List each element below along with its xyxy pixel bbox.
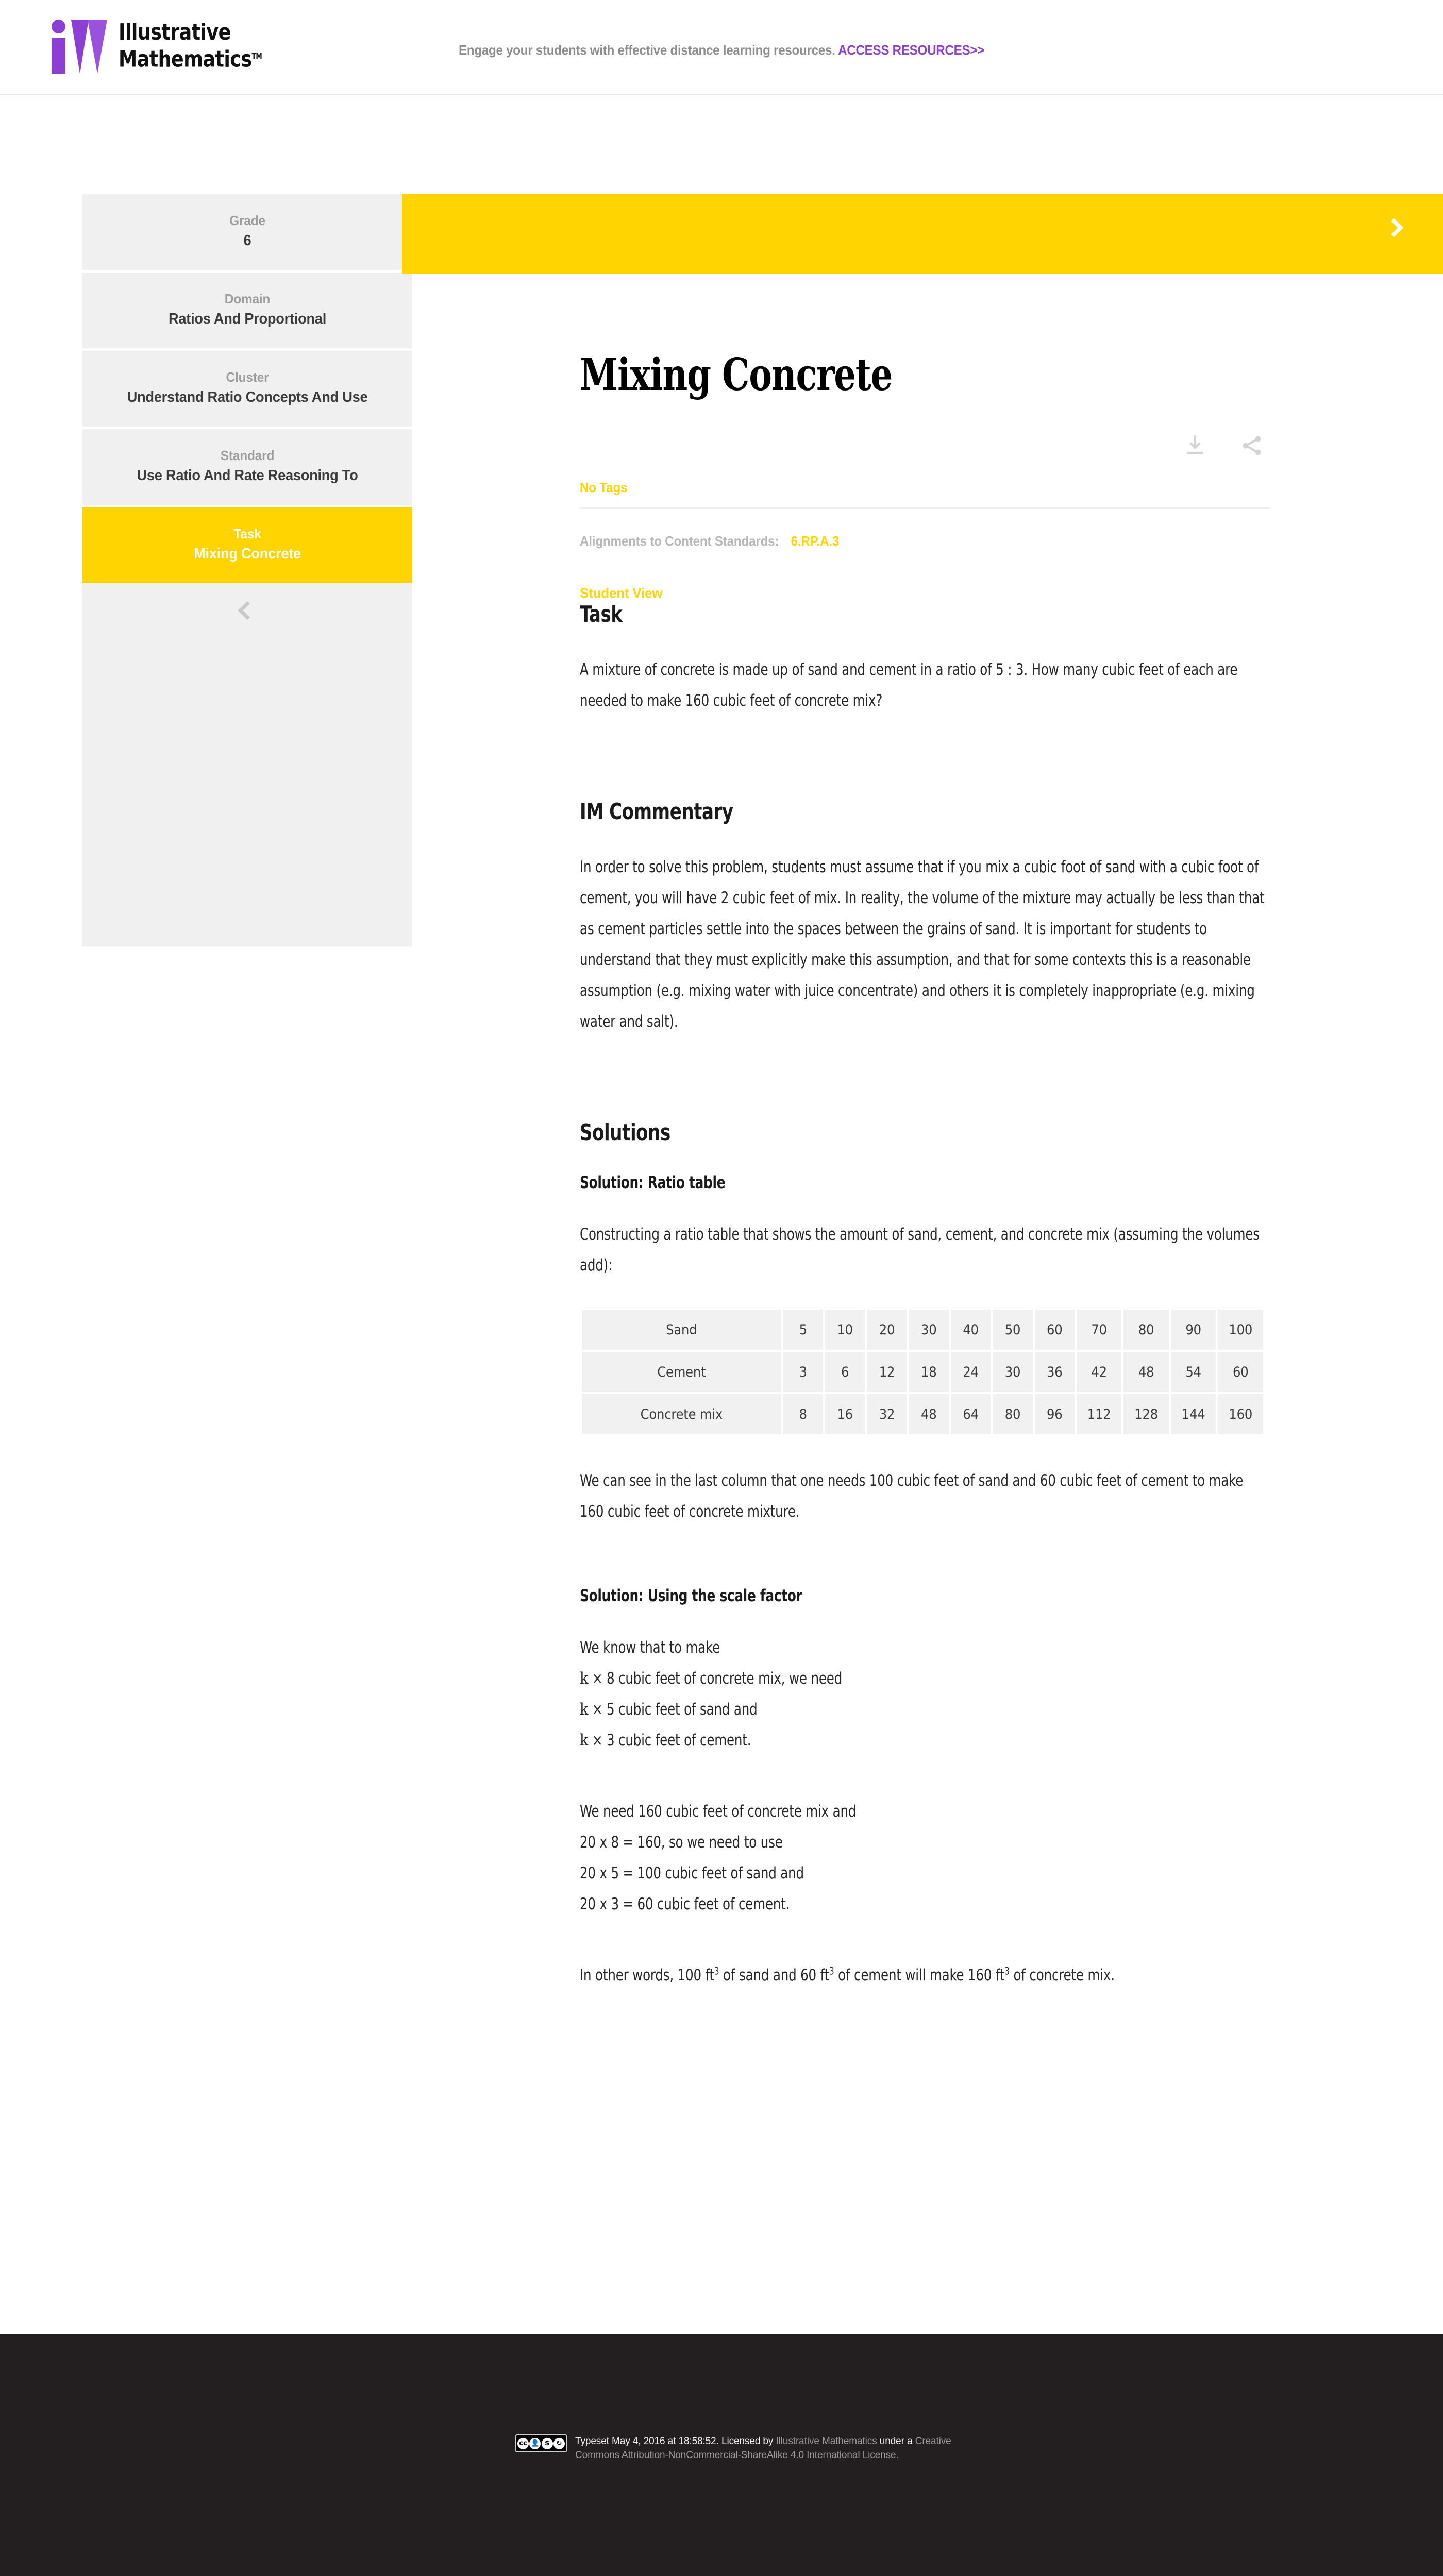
final-part-a: In other words, 100 ft	[580, 1966, 714, 1985]
solution-2-line-2	[580, 1663, 1266, 1694]
cell-sand-7: 70	[1077, 1310, 1122, 1350]
sidebar-title-cluster: Understand Ratio Concepts And Use	[127, 389, 368, 405]
sidebar-title-task: Mixing Concrete	[194, 546, 301, 562]
cc-nc-icon: $	[542, 2438, 553, 2449]
site-header	[0, 0, 1443, 95]
solution-2-line-3-text: × 5 cubic feet of sand and	[588, 1700, 758, 1719]
final-part-b: of sand and 60 ft	[719, 1966, 830, 1985]
variable-k: k	[580, 1731, 589, 1750]
cell-cement-6: 36	[1035, 1352, 1075, 1392]
license-text	[575, 2434, 979, 2462]
solution-2-line-3	[580, 1694, 1266, 1725]
solution-2-line-1: We know that to make	[580, 1638, 720, 1657]
share-icon[interactable]	[1239, 433, 1264, 458]
solution-1-conclusion: We can see in the last column that one needs 100 cubic feet of sand and 60 cubic feet of cement to make 160 cubic feet of concrete mixture.	[580, 1471, 1244, 1521]
alignment-standard-code[interactable]: 6.RP.A.3	[791, 533, 840, 549]
access-resources-link[interactable]: ACCESS RESOURCES>>	[838, 42, 985, 58]
alignments-label: Alignments to Content Standards:	[580, 533, 779, 549]
cc-sa-icon: ↻	[553, 2438, 565, 2449]
solution-2-line-8: 20 x 3 = 60 cubic feet of cement.	[580, 1895, 790, 1913]
table-row	[582, 1310, 1263, 1350]
promo-banner	[51, 42, 1392, 58]
solution-2-heading: Solution: Using the scale factor	[580, 1586, 802, 1605]
cell-cement-8: 48	[1123, 1352, 1169, 1392]
chevron-right-icon[interactable]	[1385, 218, 1404, 238]
commentary-heading: IM Commentary	[580, 799, 733, 825]
row-label-concrete-mix: Concrete mix	[582, 1394, 781, 1434]
superscript-3: 3	[714, 1965, 719, 1977]
superscript-3: 3	[829, 1965, 834, 1977]
typeset-text: Typeset May 4, 2016 at 18:58:52. Licensed by	[575, 2436, 776, 2447]
cell-cement-9: 54	[1171, 1352, 1216, 1392]
sidebar-item-task[interactable]	[82, 507, 412, 583]
cell-cement-4: 24	[951, 1352, 991, 1392]
row-label-cement: Cement	[582, 1352, 781, 1392]
cell-cement-0: 3	[783, 1352, 823, 1392]
cell-mix-8: 128	[1123, 1394, 1169, 1434]
solution-2-line-6: 20 x 8 = 160, so we need to use	[580, 1833, 783, 1852]
cell-sand-2: 20	[867, 1310, 907, 1350]
final-part-c: of cement will make 160 ft	[834, 1966, 1005, 1985]
cell-cement-1: 6	[825, 1352, 865, 1392]
alignments-row	[580, 533, 1222, 549]
footer-license-block	[515, 2434, 979, 2462]
cell-cement-7: 42	[1077, 1352, 1122, 1392]
commentary-body: In order to solve this problem, students must assume that if you mix a cubic foot of sand with a cubic foot of cement, you will have 2 cubic feet of mix. In reality, the volume of the mixture may actually be less than that as cement particles settle into the spaces between the grains of sand. It is important for students to understand that they must explicitly make this assumption, and that for some contexts this is a reasonable assumption (e.g. mixing water with juice concentrate) and others it is completely inappropriate (e.g. mixing water and salt).	[580, 858, 1265, 1031]
cell-cement-5: 30	[993, 1352, 1032, 1392]
top-yellow-bar	[402, 194, 1443, 274]
solution-2-line-2-text: × 8 cubic feet of concrete mix, we need	[588, 1669, 843, 1688]
cell-mix-6: 96	[1035, 1394, 1075, 1434]
row-label-sand: Sand	[582, 1310, 781, 1350]
cell-sand-5: 50	[993, 1310, 1032, 1350]
sidebar-item-cluster[interactable]	[82, 351, 412, 429]
cc-by-icon: 👤	[529, 2438, 541, 2449]
breadcrumb-sidebar	[82, 194, 412, 946]
cell-mix-1: 16	[825, 1394, 865, 1434]
licensor-link[interactable]: Illustrative Mathematics	[776, 2436, 877, 2447]
cell-sand-1: 10	[825, 1310, 865, 1350]
cell-cement-10: 60	[1218, 1352, 1263, 1392]
solution-1-intro: Constructing a ratio table that shows the amount of sand, cement, and concrete mix (assuming the volumes add):	[580, 1225, 1260, 1275]
under-a-text: under a	[877, 2436, 915, 2447]
cell-mix-3: 48	[909, 1394, 949, 1434]
task-body: A mixture of concrete is made up of sand and cement in a ratio of 5 : 3. How many cubic feet of each are needed to make 160 cubic feet of concrete mix?	[580, 660, 1238, 710]
cell-cement-2: 12	[867, 1352, 907, 1392]
student-view-link[interactable]: Student View	[580, 585, 663, 601]
cell-sand-9: 90	[1171, 1310, 1216, 1350]
cc-icon: cc	[517, 2438, 529, 2449]
final-part-d: of concrete mix.	[1009, 1966, 1115, 1985]
cell-cement-3: 18	[909, 1352, 949, 1392]
chevron-left-icon	[238, 601, 257, 620]
variable-k: k	[580, 1669, 589, 1688]
tags-label[interactable]: No Tags	[580, 480, 628, 495]
cell-mix-5: 80	[993, 1394, 1032, 1434]
logo-line-1: Illustrative	[119, 19, 231, 46]
sidebar-item-grade[interactable]	[82, 194, 412, 273]
solution-2-line-7: 20 x 5 = 100 cubic feet of sand and	[580, 1864, 804, 1883]
cell-sand-4: 40	[951, 1310, 991, 1350]
action-icons	[580, 433, 1264, 458]
sidebar-kicker-grade: Grade	[229, 213, 265, 228]
ratio-table	[580, 1308, 1265, 1436]
table-row	[582, 1394, 1263, 1434]
solution-1-heading: Solution: Ratio table	[580, 1173, 726, 1192]
cell-mix-0: 8	[783, 1394, 823, 1434]
cell-sand-8: 80	[1123, 1310, 1169, 1350]
download-icon[interactable]	[1183, 433, 1207, 458]
solution-2-line-4	[580, 1725, 1266, 1756]
creative-commons-badge-icon[interactable]	[515, 2434, 567, 2452]
sidebar-title-standard: Use Ratio And Rate Reasoning To	[137, 467, 358, 484]
tags-divider	[580, 507, 1270, 509]
sidebar-title-grade: 6	[243, 232, 251, 249]
table-row	[582, 1352, 1263, 1392]
sidebar-collapse-button[interactable]	[82, 583, 412, 946]
cell-mix-7: 112	[1077, 1394, 1122, 1434]
logo-trademark: TM	[251, 52, 262, 61]
sidebar-title-domain: Ratios And Proportional	[169, 311, 326, 327]
solution-2-line-4-text: × 3 cubic feet of cement.	[588, 1731, 751, 1750]
variable-k: k	[580, 1700, 589, 1719]
cell-mix-2: 32	[867, 1394, 907, 1434]
cell-mix-9: 144	[1171, 1394, 1216, 1434]
solutions-heading: Solutions	[580, 1120, 670, 1146]
task-content	[580, 349, 1270, 2018]
superscript-3: 3	[1004, 1965, 1010, 1977]
cell-mix-4: 64	[951, 1394, 991, 1434]
cell-sand-10: 100	[1218, 1310, 1263, 1350]
license-link[interactable]: Creative Commons Attribution-NonCommercial-ShareAlike 4.0 International License.	[575, 2436, 951, 2461]
cell-sand-3: 30	[909, 1310, 949, 1350]
sidebar-kicker-cluster: Cluster	[226, 369, 269, 385]
promo-text: Engage your students with effective distance learning resources.	[458, 42, 835, 58]
cell-sand-6: 60	[1035, 1310, 1075, 1350]
solution-2-line-5: We need 160 cubic feet of concrete mix and	[580, 1802, 857, 1821]
sidebar-item-domain[interactable]	[82, 273, 412, 351]
sidebar-kicker-domain: Domain	[224, 291, 271, 307]
cell-sand-0: 5	[783, 1310, 823, 1350]
solution-2-final	[580, 1960, 1266, 1991]
cell-mix-10: 160	[1218, 1394, 1263, 1434]
task-heading: Task	[580, 601, 623, 628]
page-title: Mixing Concrete	[580, 349, 893, 401]
logo-line-2: Mathematics	[119, 46, 252, 73]
sidebar-kicker-task: Task	[233, 526, 261, 541]
sidebar-item-standard[interactable]	[82, 429, 412, 507]
sidebar-kicker-standard: Standard	[220, 448, 275, 463]
